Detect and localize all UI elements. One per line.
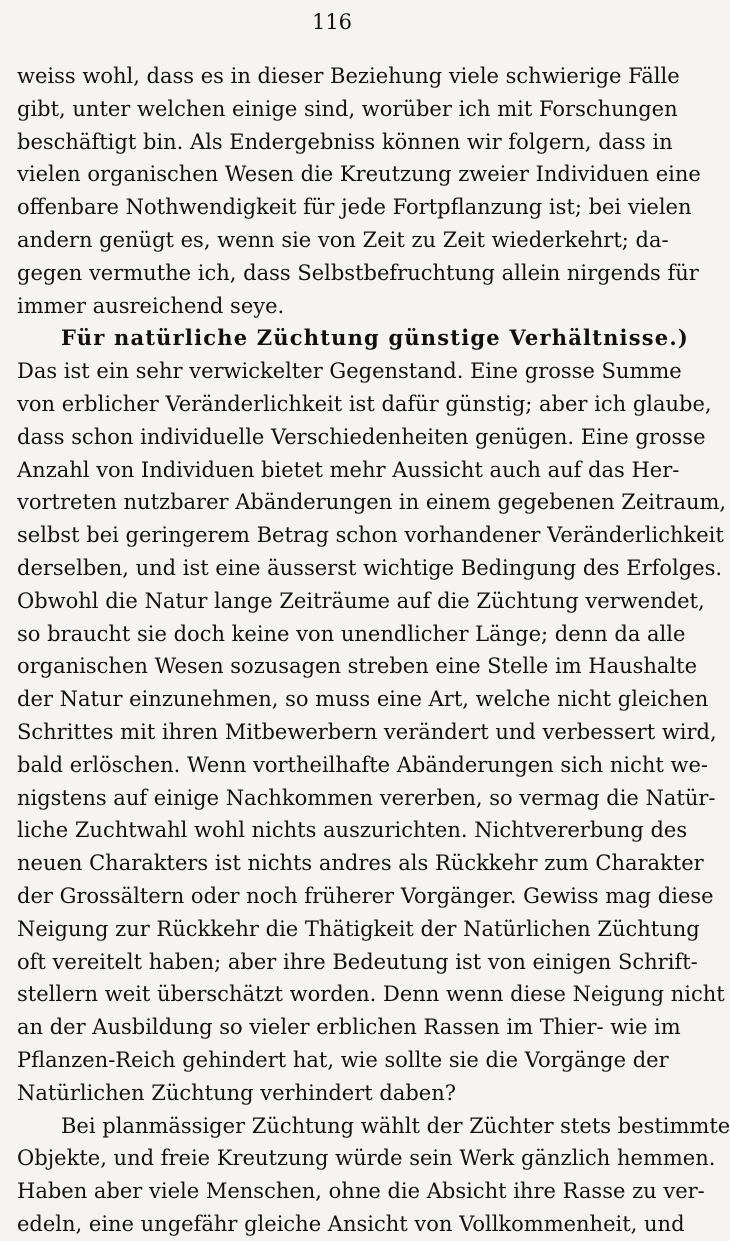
page-number: 116 — [311, 10, 353, 34]
text-line: so braucht sie doch keine von unendlicher Länge; denn da alle — [17, 621, 686, 646]
text-line: Pflanzen-Reich gehindert hat, wie sollte sie die Vorgänge der — [17, 1047, 669, 1072]
text-line: immer ausreichend seye. — [17, 293, 285, 318]
text-line: derselben, und ist eine äusserst wichtige Bedingung des Erfolges. — [17, 555, 723, 580]
text-line: offenbare Nothwendigkeit für jede Fortpflanzung ist; bei vielen — [17, 195, 692, 220]
text-line: an der Ausbildung so vieler erblichen Rassen im Thier- wie im — [17, 1015, 681, 1040]
text-line: Anzahl von Individuen bietet mehr Aussicht auch auf das Her- — [17, 457, 680, 482]
text-line: organischen Wesen sozusagen streben eine Stelle im Haushalte — [17, 654, 698, 679]
text-line: beschäftigt bin. Als Endergebniss können wir folgern, dass in — [17, 129, 673, 154]
text-line: andern genügt es, wenn sie von Zeit zu Zeit wiederkehrt; da- — [17, 227, 669, 252]
text-line: stellern weit überschätzt worden. Denn wenn diese Neigung nicht — [17, 982, 725, 1007]
section-heading: Für natürliche Züchtung günstige Verhältnisse.) — [61, 325, 689, 351]
text-line: gibt, unter welchen einige sind, worüber ich mit Forschungen — [17, 96, 678, 121]
text-line: edeln, eine ungefähr gleiche Ansicht von Vollkommenheit, und — [17, 1211, 685, 1236]
text-line: oft vereitelt haben; aber ihre Bedeutung ist von einigen Schrift- — [17, 949, 698, 974]
text-line: Objekte, und freie Kreutzung würde sein Werk gänzlich hemmen. — [17, 1146, 716, 1171]
text-line: Das ist ein sehr verwickelter Gegenstand. Eine grosse Summe — [17, 359, 682, 384]
text-line: vortreten nutzbarer Abänderungen in einem gegebenen Zeitraum, — [17, 490, 727, 515]
text-line: der Grossältern oder noch früherer Vorgänger. Gewiss mag diese — [17, 883, 714, 908]
text-line: vielen organischen Wesen die Kreutzung zweier Individuen eine — [17, 162, 701, 187]
text-line: nigstens auf einige Nachkommen vererben, so vermag die Natür- — [17, 785, 716, 810]
text-line: Neigung zur Rückkehr die Thätigkeit der Natürlichen Züchtung — [17, 916, 700, 941]
text-line: Natürlichen Züchtung verhindert daben? — [17, 1080, 456, 1105]
text-line: dass schon individuelle Verschiedenheiten genügen. Eine grosse — [17, 424, 706, 449]
body-text — [17, 60, 730, 1241]
text-line: Bei planmässiger Züchtung wählt der Züchter stets bestimmte — [61, 1113, 730, 1138]
text-line: der Natur einzunehmen, so muss eine Art, welche nicht gleichen — [17, 687, 709, 712]
text-line: liche Zuchtwahl wohl nichts auszurichten. Nichtvererbung des — [17, 818, 688, 843]
text-line: weiss wohl, dass es in dieser Beziehung viele schwierige Fälle — [17, 64, 680, 88]
text-line: Haben aber viele Menschen, ohne die Absicht ihre Rasse zu ver- — [17, 1179, 705, 1204]
text-line: Obwohl die Natur lange Zeiträume auf die Züchtung verwendet, — [17, 588, 705, 613]
text-line: gegen vermuthe ich, dass Selbstbefruchtung allein nirgends für — [17, 260, 699, 285]
text-line: neuen Charakters ist nichts andres als Rückkehr zum Charakter — [17, 851, 704, 876]
text-line: bald erlöschen. Wenn vortheilhafte Abänderungen sich nicht we- — [17, 752, 709, 777]
text-line: selbst bei geringerem Betrag schon vorhandener Veränderlichkeit — [17, 523, 724, 548]
text-line: von erblicher Veränderlichkeit ist dafür günstig; aber ich glaube, — [17, 391, 712, 416]
text-line: Schrittes mit ihren Mitbewerbern verändert und verbessert wird, — [17, 719, 717, 744]
